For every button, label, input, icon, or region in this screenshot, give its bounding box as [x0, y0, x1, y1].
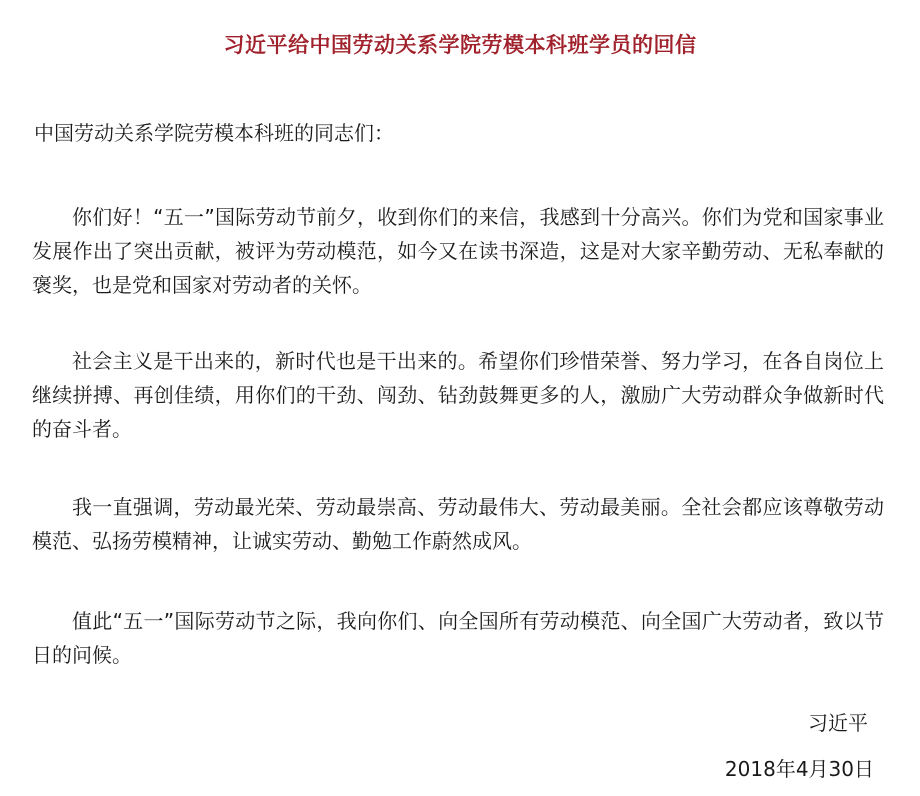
letter-paragraph-3: 我一直强调，劳动最光荣、劳动最崇高、劳动最伟大、劳动最美丽。全社会都应该尊敬劳动模范、弘扬劳模精神，让诚实劳动、勤勉工作蔚然成风。: [32, 495, 884, 553]
letter-title: 习近平给中国劳动关系学院劳模本科班学员的回信: [223, 33, 697, 57]
letter-signature: 习近平: [808, 711, 868, 735]
letter-paragraph-2: 社会主义是干出来的，新时代也是干出来的。希望你们珍惜荣誉、努力学习，在各自岗位上继续拼搏、再创佳绩，用你们的干劲、闯劲、钻劲鼓舞更多的人，激励广大劳动群众争做新时代的奋斗者。: [32, 349, 884, 441]
letter-date: 2018年4月30日: [724, 757, 874, 781]
letter-greeting: 中国劳动关系学院劳模本科班的同志们：: [34, 121, 394, 145]
letter-paragraph-1: 你们好！“五一”国际劳动节前夕，收到你们的来信，我感到十分高兴。你们为党和国家事业发展作出了突出贡献，被评为劳动模范，如今又在读书深造，这是对大家辛勤劳动、无私奉献的褒奖，也是党和国家对劳动者的关怀。: [32, 205, 884, 297]
letter-paragraph-4: 值此“五一”国际劳动节之际，我向你们、向全国所有劳动模范、向全国广大劳动者，致以节日的问候。: [32, 609, 884, 667]
